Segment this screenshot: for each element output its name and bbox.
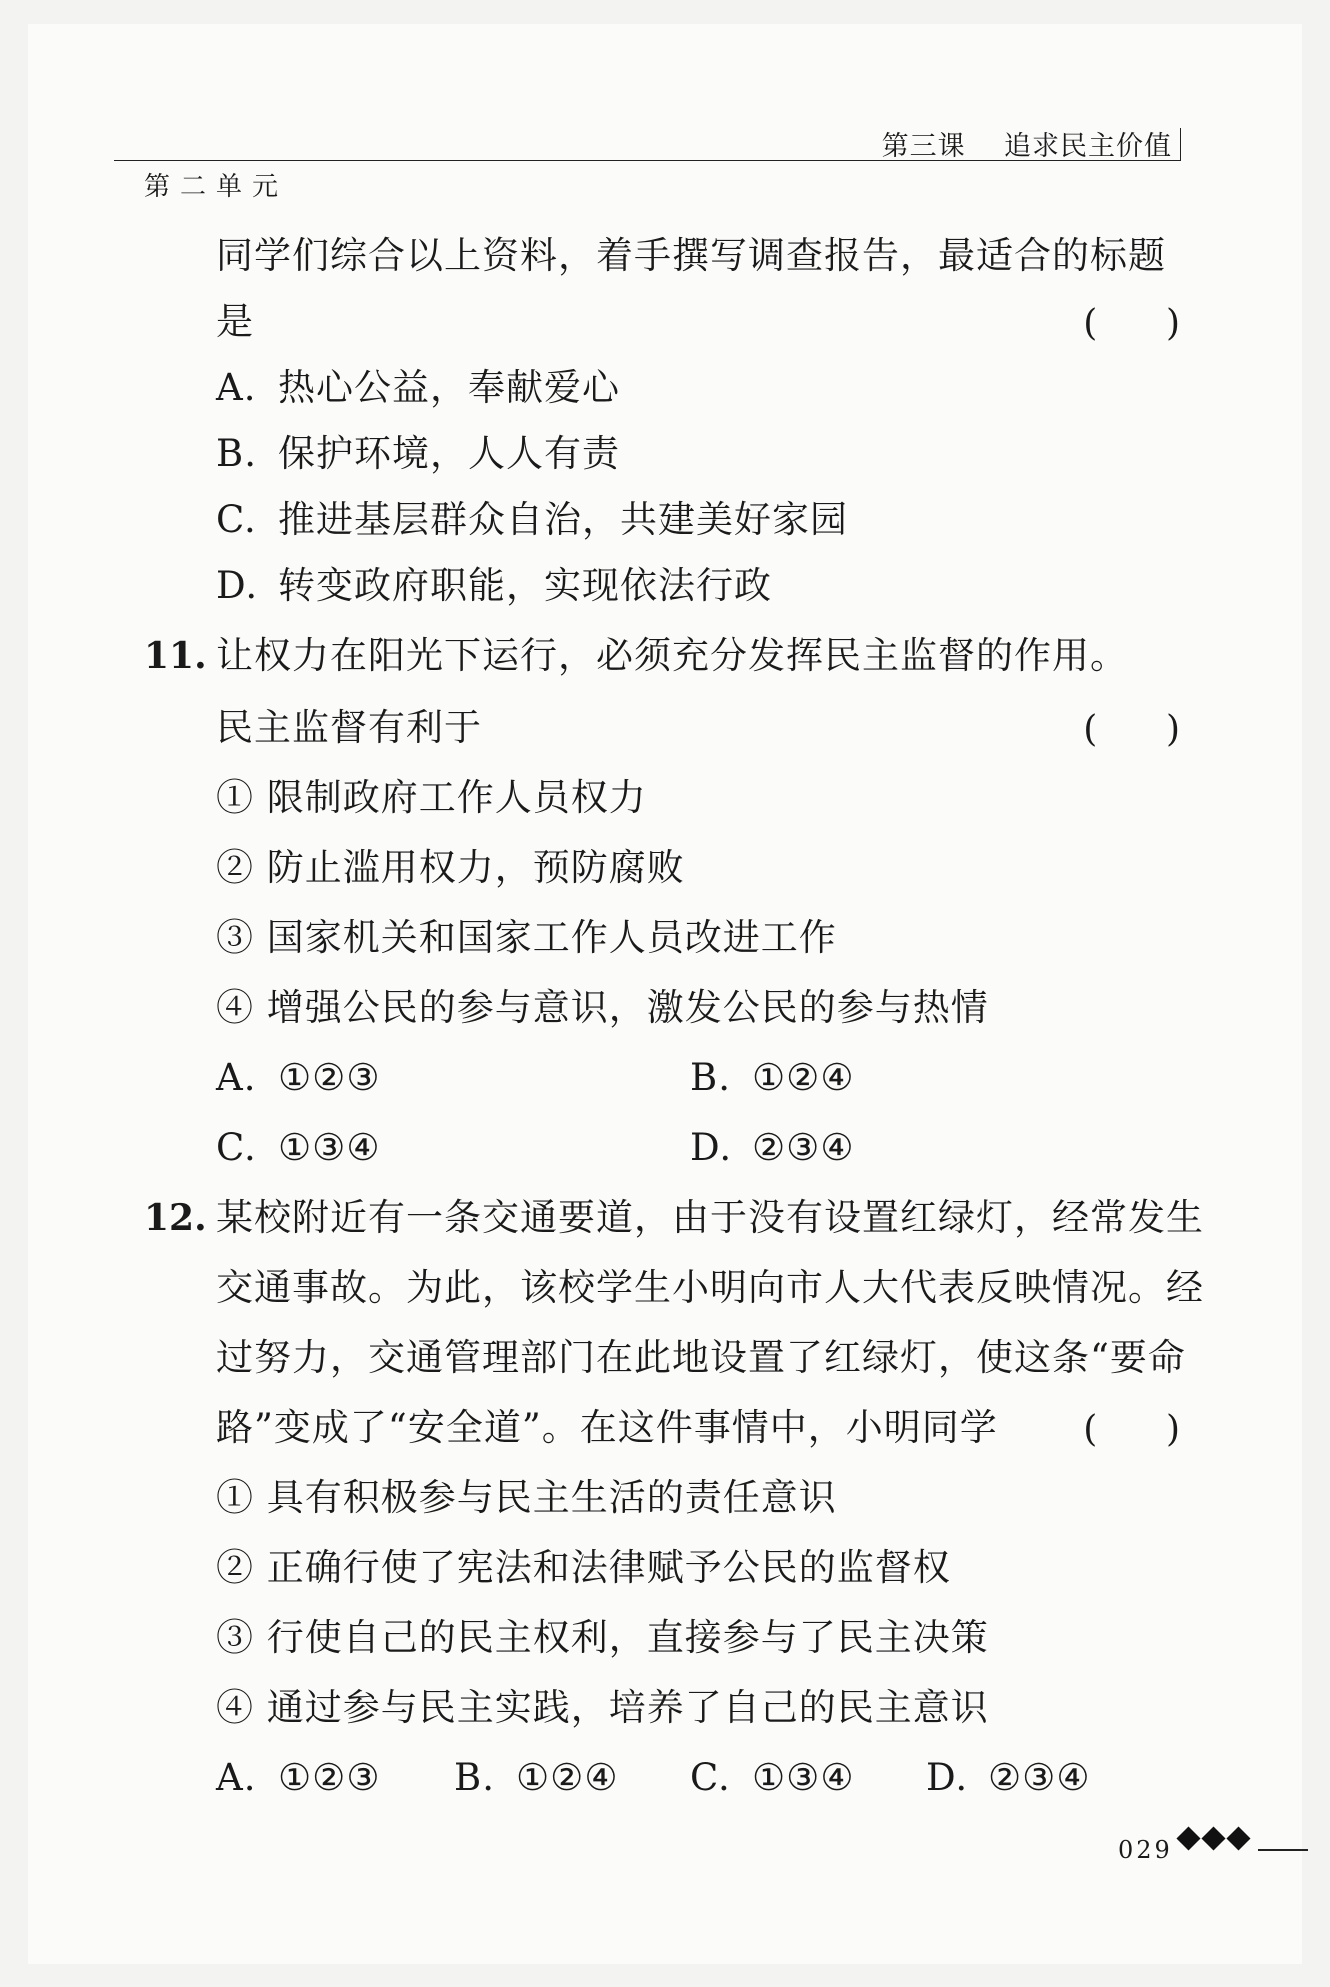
diamond-icon (1226, 1826, 1250, 1850)
diamond-icon (1176, 1826, 1200, 1850)
q10-option-c: C. 推进基层群众自治，共建美好家园 (216, 498, 848, 541)
q11-choice-c: C. ①③④ (216, 1126, 381, 1169)
q12-statement-3: ③ 行使自己的民主权利，直接参与了民主决策 (216, 1616, 989, 1659)
lesson-title: 第三课 追求民主价值 (881, 131, 1172, 162)
q10-option-a: A. 热心公益，奉献爱心 (216, 366, 620, 409)
q12-statement-4: ④ 通过参与民主实践，培养了自己的民主意识 (216, 1686, 989, 1729)
q12-stem-line: 交通事故。为此，该校学生小明向市人大代表反映情况。经 (216, 1266, 1204, 1309)
q12-choice-d: D. ②③④ (926, 1756, 1091, 1799)
q11-statement-4: ④ 增强公民的参与意识，激发公民的参与热情 (216, 986, 989, 1029)
q11-stem-line: 让权力在阳光下运行，必须充分发挥民主监督的作用。 (216, 634, 1128, 677)
q12-statement-2: ② 正确行使了宪法和法律赋予公民的监督权 (216, 1546, 951, 1589)
page-ornament (1180, 1830, 1255, 1847)
diamond-icon (1201, 1826, 1225, 1850)
q12-choice-c: C. ①③④ (690, 1756, 855, 1799)
q11-answer-blank: ( ) (1083, 709, 1180, 750)
q11-statement-2: ② 防止滥用权力，预防腐败 (216, 846, 685, 889)
q12-choice-b: B. ①②④ (454, 1756, 619, 1799)
header-divider (1180, 128, 1181, 161)
q12-stem-line: 过努力，交通管理部门在此地设置了红绿灯，使这条“要命 (216, 1336, 1186, 1379)
unit-label: 第二单元 (144, 172, 289, 202)
footer-rule (1258, 1849, 1308, 1851)
q12-number: 12. (144, 1197, 207, 1239)
q10-stem-line: 同学们综合以上资料，着手撰写调查报告，最适合的标题 (216, 234, 1166, 277)
q11-statement-3: ③ 国家机关和国家工作人员改进工作 (216, 916, 837, 959)
q11-stem-line: 民主监督有利于 (216, 706, 482, 749)
q11-statement-1: ① 限制政府工作人员权力 (216, 776, 647, 819)
q10-option-b: B. 保护环境，人人有责 (216, 432, 620, 475)
q12-statement-1: ① 具有积极参与民主生活的责任意识 (216, 1476, 837, 1519)
q10-answer-blank: ( ) (1083, 303, 1180, 344)
q12-stem-line: 某校附近有一条交通要道，由于没有设置红绿灯，经常发生 (216, 1196, 1204, 1239)
q10-stem-line: 是 (216, 300, 254, 343)
page-number: 029 (1118, 1836, 1173, 1864)
header-rule (114, 160, 1180, 161)
q12-answer-blank: ( ) (1083, 1409, 1180, 1450)
q10-option-d: D. 转变政府职能，实现依法行政 (216, 564, 772, 607)
q11-choice-d: D. ②③④ (690, 1126, 855, 1169)
q11-choice-b: B. ①②④ (690, 1056, 855, 1099)
q12-choice-a: A. ①②③ (216, 1756, 381, 1799)
q12-stem-line: 路”变成了“安全道”。在这件事情中，小明同学 (216, 1406, 998, 1449)
q11-number: 11. (144, 635, 207, 677)
q11-choice-a: A. ①②③ (216, 1056, 381, 1099)
